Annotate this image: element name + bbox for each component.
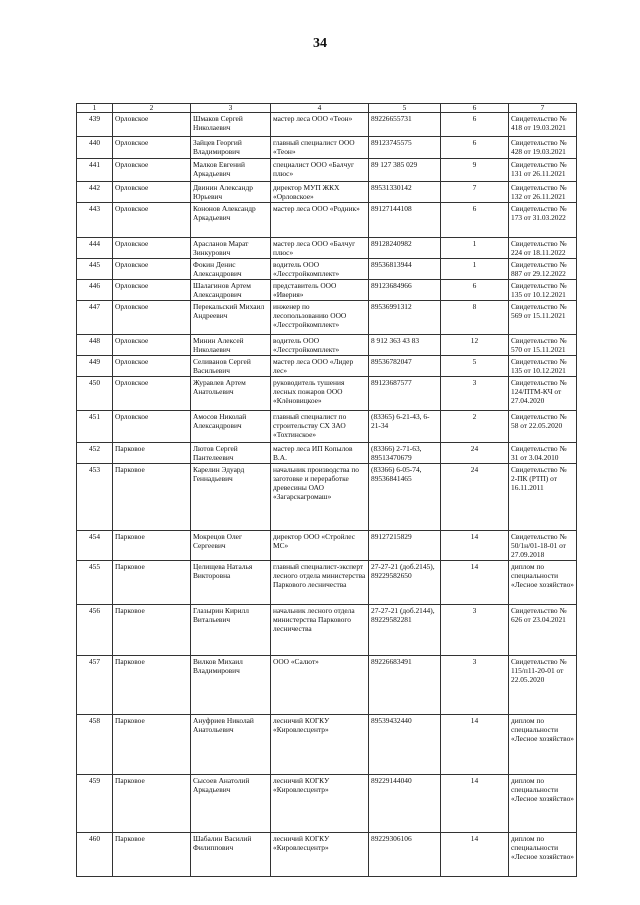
page-number: 34 (313, 36, 327, 51)
phone-cell: 27-27-21 (доб.2145), 89229582650 (369, 561, 441, 605)
experience-cell: 6 (441, 203, 509, 238)
row-number-cell: 459 (77, 775, 113, 833)
experience-cell: 12 (441, 335, 509, 356)
table-row (77, 159, 577, 182)
table-row (77, 775, 577, 833)
forestry-area-cell: Парковое (113, 443, 191, 464)
experience-cell: 6 (441, 280, 509, 301)
forestry-area-cell: Парковое (113, 715, 191, 775)
position-cell: главный специалист-эксперт лесного отдела министерства Паркового лесничества (271, 561, 369, 605)
position-cell: директор МУП ЖКХ «Орловское» (271, 182, 369, 203)
table-row (77, 238, 577, 259)
phone-cell: 89123687577 (369, 377, 441, 411)
person-name-cell: Шабалин Василий Филиппович (191, 833, 271, 877)
row-number-cell: 453 (77, 464, 113, 531)
phone-cell: 89127144108 (369, 203, 441, 238)
certificate-cell: Свидетельство № 887 от 29.12.2022 (509, 259, 577, 280)
experience-cell: 9 (441, 159, 509, 182)
certificate-cell: Свидетельство № 2-ПК (РТП) от 16.11.2011 (509, 464, 577, 531)
certificate-cell: Свидетельство № 50/1н/01-18-01 от 27.09.2018 (509, 531, 577, 561)
forestry-area-cell: Орловское (113, 203, 191, 238)
person-name-cell: Карелин Эдуард Геннадьевич (191, 464, 271, 531)
row-number-cell: 457 (77, 656, 113, 715)
position-cell: водитель ООО «Лесстройкомплект» (271, 335, 369, 356)
forestry-area-cell: Орловское (113, 335, 191, 356)
forestry-area-cell: Орловское (113, 377, 191, 411)
phone-cell: 89531330142 (369, 182, 441, 203)
forestry-area-cell: Орловское (113, 301, 191, 335)
experience-cell: 6 (441, 113, 509, 137)
experience-cell: 24 (441, 464, 509, 531)
forestry-area-cell: Орловское (113, 113, 191, 137)
certificate-cell: Свидетельство № 135 от 10.12.2021 (509, 356, 577, 377)
table-row (77, 531, 577, 561)
row-number-cell: 451 (77, 411, 113, 443)
forestry-area-cell: Парковое (113, 605, 191, 656)
table-row (77, 301, 577, 335)
table-row (77, 443, 577, 464)
phone-cell: 89226683491 (369, 656, 441, 715)
forestry-area-cell: Орловское (113, 280, 191, 301)
row-number-cell: 450 (77, 377, 113, 411)
phone-cell: 89536813944 (369, 259, 441, 280)
certificate-cell: Свидетельство № 418 от 19.03.2021 (509, 113, 577, 137)
phone-cell: 89 127 385 029 (369, 159, 441, 182)
row-number-cell: 449 (77, 356, 113, 377)
phone-cell: (83366) 2-71-63, 89513470679 (369, 443, 441, 464)
table-row (77, 833, 577, 877)
position-cell: мастер леса ООО «Родник» (271, 203, 369, 238)
person-name-cell: Арасланов Марат Зинкурович (191, 238, 271, 259)
table-row (77, 356, 577, 377)
header-row (77, 104, 577, 113)
column-header: 7 (509, 104, 577, 113)
position-cell: специалист ООО «Балчуг плюс» (271, 159, 369, 182)
row-number-cell: 441 (77, 159, 113, 182)
experience-cell: 14 (441, 775, 509, 833)
table-row (77, 464, 577, 531)
certificate-cell: диплом по специальности «Лесное хозяйство» (509, 715, 577, 775)
row-number-cell: 452 (77, 443, 113, 464)
certificate-cell: Свидетельство № 131 от 26.11.2021 (509, 159, 577, 182)
row-number-cell: 445 (77, 259, 113, 280)
person-name-cell: Журавлев Артем Анатольевич (191, 377, 271, 411)
experience-cell: 7 (441, 182, 509, 203)
position-cell: ООО «Салют» (271, 656, 369, 715)
person-name-cell: Ануфриев Николай Анатольевич (191, 715, 271, 775)
certificate-cell: диплом по специальности «Лесное хозяйство» (509, 833, 577, 877)
row-number-cell: 444 (77, 238, 113, 259)
forestry-area-cell: Парковое (113, 833, 191, 877)
table-row (77, 113, 577, 137)
certificate-cell: Свидетельство № 570 от 15.11.2021 (509, 335, 577, 356)
forestry-area-cell: Парковое (113, 531, 191, 561)
certificate-cell: диплом по специальности «Лесное хозяйство» (509, 561, 577, 605)
person-name-cell: Глазырин Кирилл Витальевич (191, 605, 271, 656)
row-number-cell: 460 (77, 833, 113, 877)
table-row (77, 137, 577, 159)
experience-cell: 3 (441, 605, 509, 656)
person-name-cell: Целищева Наталья Викторовна (191, 561, 271, 605)
phone-cell: (83366) 6-05-74, 89536841465 (369, 464, 441, 531)
position-cell: лесничий КОГКУ «Кировлесцентр» (271, 715, 369, 775)
table-row (77, 259, 577, 280)
experience-cell: 3 (441, 377, 509, 411)
table-body (77, 113, 577, 877)
person-name-cell: Сысоев Анатолий Аркадьевич (191, 775, 271, 833)
person-name-cell: Зайцев Георгий Владимирович (191, 137, 271, 159)
phone-cell: 89229144040 (369, 775, 441, 833)
person-name-cell: Малков Евгений Аркадьевич (191, 159, 271, 182)
experience-cell: 14 (441, 531, 509, 561)
certificate-cell: Свидетельство № 626 от 23.04.2021 (509, 605, 577, 656)
forestry-area-cell: Парковое (113, 656, 191, 715)
certificate-cell: Свидетельство № 135 от 10.12.2021 (509, 280, 577, 301)
forestry-area-cell: Парковое (113, 464, 191, 531)
table-row (77, 656, 577, 715)
row-number-cell: 447 (77, 301, 113, 335)
experience-cell: 24 (441, 443, 509, 464)
position-cell: главный специалист ООО «Теон» (271, 137, 369, 159)
experience-cell: 14 (441, 715, 509, 775)
row-number-cell: 454 (77, 531, 113, 561)
position-cell: начальник лесного отдела министерства Паркового лесничества (271, 605, 369, 656)
position-cell: представитель ООО «Иверия» (271, 280, 369, 301)
row-number-cell: 456 (77, 605, 113, 656)
phone-cell: 89536782047 (369, 356, 441, 377)
position-cell: мастер леса ООО «Лидер лес» (271, 356, 369, 377)
certificate-cell: Свидетельство № 569 от 15.11.2021 (509, 301, 577, 335)
row-number-cell: 439 (77, 113, 113, 137)
experience-cell: 2 (441, 411, 509, 443)
column-header: 6 (441, 104, 509, 113)
position-cell: водитель ООО «Лесстройкомплект» (271, 259, 369, 280)
experience-cell: 1 (441, 238, 509, 259)
position-cell: начальник производства по заготовке и переработке древесины ОАО «Загарскагромаш» (271, 464, 369, 531)
column-header: 3 (191, 104, 271, 113)
person-name-cell: Шалагинов Артем Александрович (191, 280, 271, 301)
person-name-cell: Амосов Николай Александрович (191, 411, 271, 443)
person-name-cell: Перекальский Михаил Андреевич (191, 301, 271, 335)
forestry-area-cell: Орловское (113, 411, 191, 443)
person-name-cell: Вилков Михаил Владимирович (191, 656, 271, 715)
column-header: 4 (271, 104, 369, 113)
person-name-cell: Кононов Александр Аркадьевич (191, 203, 271, 238)
row-number-cell: 458 (77, 715, 113, 775)
position-cell: лесничий КОГКУ «Кировлесцентр» (271, 775, 369, 833)
forestry-area-cell: Парковое (113, 561, 191, 605)
row-number-cell: 440 (77, 137, 113, 159)
forestry-area-cell: Орловское (113, 159, 191, 182)
table-row (77, 715, 577, 775)
column-header: 1 (77, 104, 113, 113)
forestry-area-cell: Орловское (113, 238, 191, 259)
register-table (76, 103, 577, 877)
position-cell: главный специалист по строительству СХ ЗАО «Тохтинское» (271, 411, 369, 443)
position-cell: инженер по лесопользованию ООО «Лесстройкомплект» (271, 301, 369, 335)
row-number-cell: 455 (77, 561, 113, 605)
forestry-area-cell: Орловское (113, 182, 191, 203)
table-row (77, 280, 577, 301)
certificate-cell: Свидетельство № 428 от 19.03.2021 (509, 137, 577, 159)
certificate-cell: Свидетельство № 132 от 26.11.2021 (509, 182, 577, 203)
person-name-cell: Селиванов Сергей Васильевич (191, 356, 271, 377)
position-cell: мастер леса ООО «Теон» (271, 113, 369, 137)
person-name-cell: Двинин Александр Юрьевич (191, 182, 271, 203)
position-cell: лесничий КОГКУ «Кировлесцентр» (271, 833, 369, 877)
forestry-area-cell: Орловское (113, 137, 191, 159)
table-row (77, 377, 577, 411)
certificate-cell: Свидетельство № 31 от 3.04.2010 (509, 443, 577, 464)
row-number-cell: 446 (77, 280, 113, 301)
phone-cell: 8 912 363 43 83 (369, 335, 441, 356)
position-cell: мастер леса ИП Копылов В.А. (271, 443, 369, 464)
experience-cell: 14 (441, 833, 509, 877)
certificate-cell: Свидетельство № 58 от 22.05.2020 (509, 411, 577, 443)
row-number-cell: 443 (77, 203, 113, 238)
table-row (77, 182, 577, 203)
row-number-cell: 442 (77, 182, 113, 203)
certificate-cell: Свидетельство № 115/п11-20-01 от 22.05.2020 (509, 656, 577, 715)
experience-cell: 6 (441, 137, 509, 159)
experience-cell: 3 (441, 656, 509, 715)
phone-cell: 89226655731 (369, 113, 441, 137)
position-cell: директор ООО «Стройлес МС» (271, 531, 369, 561)
position-cell: руководитель тушения лесных пожаров ООО «Клёновицкое» (271, 377, 369, 411)
experience-cell: 5 (441, 356, 509, 377)
certificate-cell: Свидетельство № 124/ПТМ-КЧ от 27.04.2020 (509, 377, 577, 411)
table-row (77, 605, 577, 656)
phone-cell: 27-27-21 (доб.2144), 89229582281 (369, 605, 441, 656)
experience-cell: 8 (441, 301, 509, 335)
row-number-cell: 448 (77, 335, 113, 356)
phone-cell: 89127215829 (369, 531, 441, 561)
position-cell: мастер леса ООО «Балчуг плюс» (271, 238, 369, 259)
phone-cell: 89123745575 (369, 137, 441, 159)
phone-cell: (83365) 6-21-43, 6-21-34 (369, 411, 441, 443)
certificate-cell: Свидетельство № 224 от 18.11.2022 (509, 238, 577, 259)
forestry-area-cell: Парковое (113, 775, 191, 833)
certificate-cell: Свидетельство № 173 от 31.03.2022 (509, 203, 577, 238)
column-header: 2 (113, 104, 191, 113)
person-name-cell: Мокрецов Олег Сергеевич (191, 531, 271, 561)
table-row (77, 335, 577, 356)
forestry-area-cell: Орловское (113, 356, 191, 377)
phone-cell: 89128240982 (369, 238, 441, 259)
certificate-cell: диплом по специальности «Лесное хозяйство» (509, 775, 577, 833)
person-name-cell: Шмаков Сергей Николаевич (191, 113, 271, 137)
table-row (77, 411, 577, 443)
table-row (77, 203, 577, 238)
column-header: 5 (369, 104, 441, 113)
phone-cell: 89123684966 (369, 280, 441, 301)
person-name-cell: Лютов Сергей Пантелеевич (191, 443, 271, 464)
phone-cell: 89539432440 (369, 715, 441, 775)
experience-cell: 14 (441, 561, 509, 605)
person-name-cell: Фокин Денис Александрович (191, 259, 271, 280)
phone-cell: 89229306106 (369, 833, 441, 877)
experience-cell: 1 (441, 259, 509, 280)
forestry-area-cell: Орловское (113, 259, 191, 280)
phone-cell: 89536991312 (369, 301, 441, 335)
person-name-cell: Минин Алексей Николаевич (191, 335, 271, 356)
table-row (77, 561, 577, 605)
